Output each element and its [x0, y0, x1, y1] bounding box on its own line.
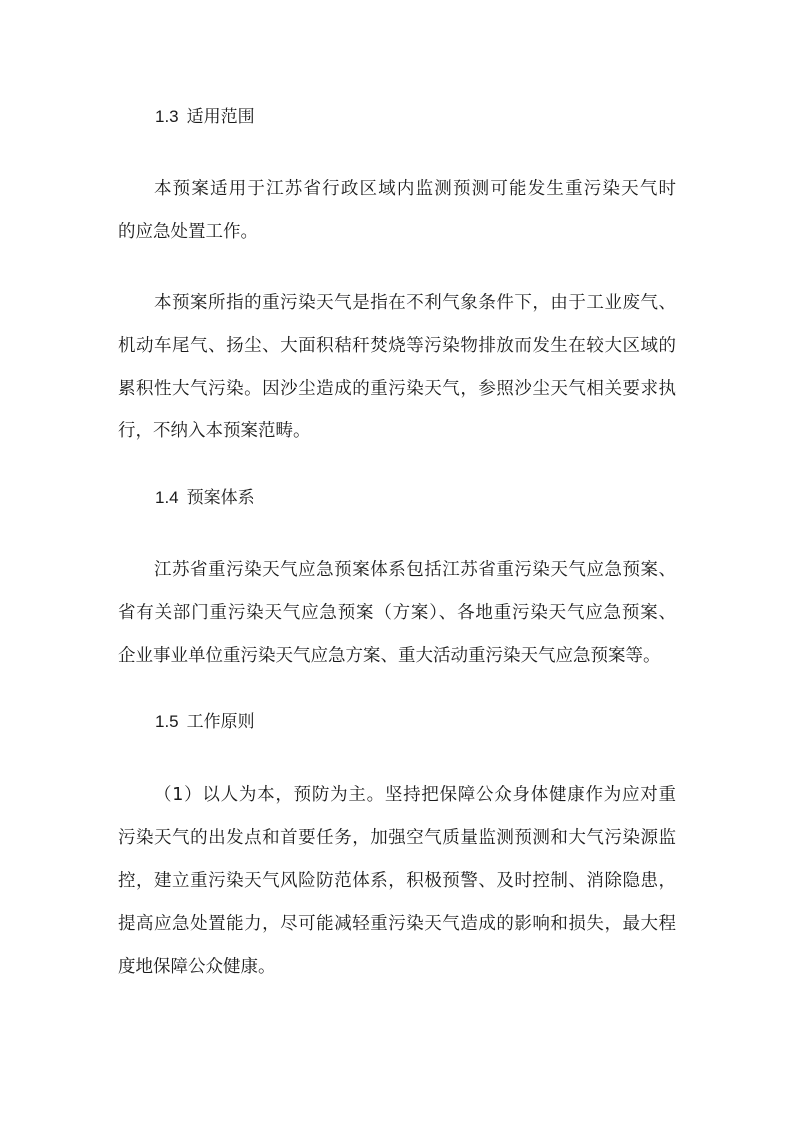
paragraph-line: 的应急处置工作。	[118, 222, 258, 242]
section-heading-1-3	[155, 105, 255, 129]
paragraph-line: （1）以人为本，预防为主。坚持把保障公众身体健康作为应对重	[154, 785, 676, 805]
paragraph-line: 江苏省重污染天气应急预案体系包括江苏省重污染天气应急预案、	[154, 560, 676, 580]
paragraph-line: 本预案所指的重污染天气是指在不利气象条件下，由于工业废气、	[154, 293, 676, 313]
paragraph-line: 行，不纳入本预案范畴。	[118, 421, 311, 441]
paragraph-line: 省有关部门重污染天气应急预案（方案）、各地重污染天气应急预案、	[118, 603, 676, 623]
paragraph-line: 提高应急处置能力，尽可能减轻重污染天气造成的影响和损失，最大程	[118, 914, 676, 934]
paragraph-line: 度地保障公众健康。	[118, 957, 276, 977]
heading-number: 1.4	[155, 488, 179, 507]
paragraph-line: 机动车尾气、扬尘、大面积秸秆焚烧等污染物排放而发生在较大区域的	[118, 336, 676, 356]
paragraph-line: 本预案适用于江苏省行政区域内监测预测可能发生重污染天气时	[154, 179, 676, 199]
section-heading-1-5	[155, 710, 255, 734]
paragraph-line: 控，建立重污染天气风险防范体系，积极预警、及时控制、消除隐患，	[118, 871, 676, 891]
paragraph-line: 企业事业单位重污染天气应急方案、重大活动重污染天气应急预案等。	[118, 646, 661, 666]
heading-number: 1.3	[155, 107, 179, 126]
paragraph-line: 累积性大气污染。因沙尘造成的重污染天气，参照沙尘天气相关要求执	[118, 379, 676, 399]
heading-title: 预案体系	[186, 488, 255, 508]
heading-title: 适用范围	[186, 107, 255, 127]
heading-number: 1.5	[155, 712, 179, 731]
paragraph-line: 污染天气的出发点和首要任务，加强空气质量监测预测和大气污染源监	[118, 828, 676, 848]
section-heading-1-4	[155, 486, 255, 510]
heading-title: 工作原则	[186, 712, 255, 732]
